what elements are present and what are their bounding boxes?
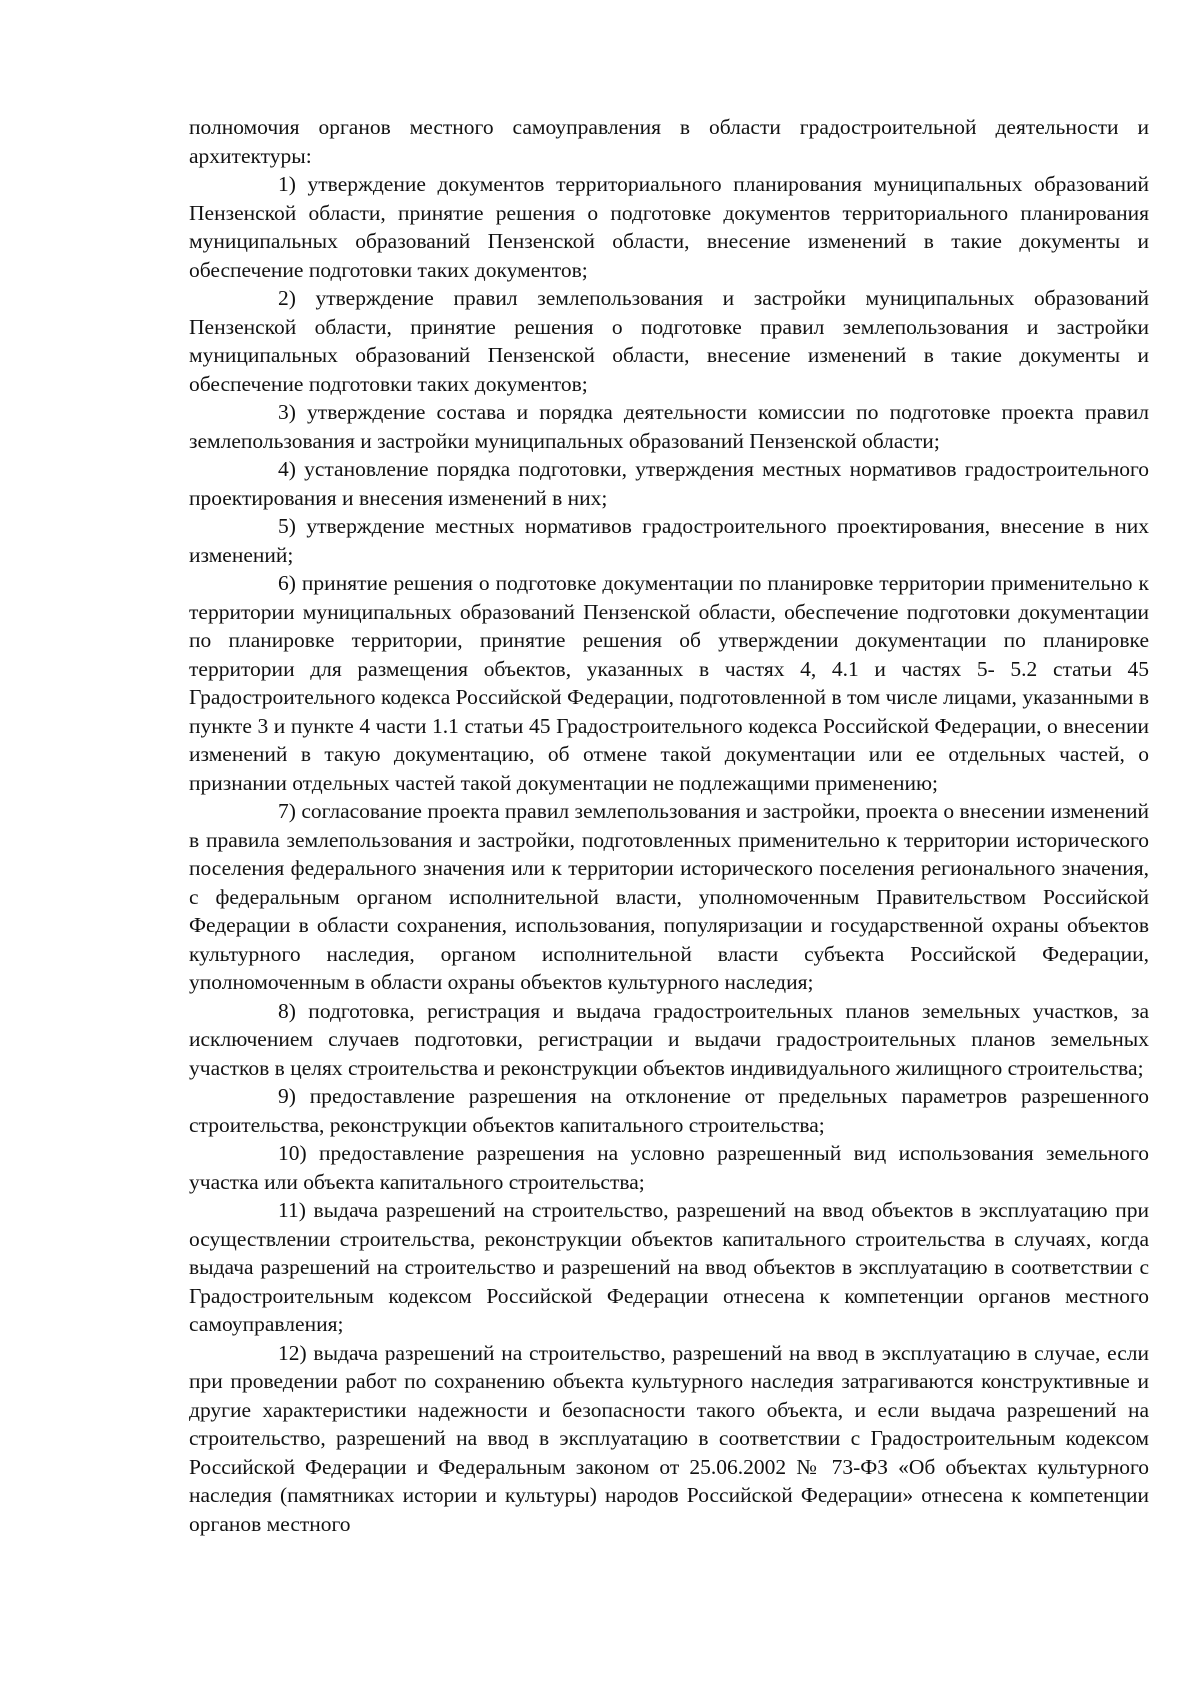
list-item-10: 10) предоставление разрешения на условно разрешенный вид использования земельного участка или объекта капитального строительства;: [189, 1141, 1149, 1194]
list-item-4: 4) установление порядка подготовки, утверждения местных нормативов градостроительного проектирования и внесения изменений в них;: [189, 457, 1149, 510]
list-item-7: 7) согласование проекта правил землепользования и застройки, проекта о внесении изменений в правила землепользования и застройки, подготовленных применительно к территории исторического поселения федерального значения или к территории исторического поселения регионального значения, с федеральным органом исполнительной власти, уполномоченным Правительством Российской Федерации в области сохранения, использования, популяризации и государственной охраны объектов культурного наследия, органом исполнительной власти субъекта Российской Федерации, уполномоченным в области охраны объектов культурного наследия;: [189, 799, 1149, 994]
list-item-1: 1) утверждение документов территориального планирования муниципальных образований Пензенской области, принятие решения о подготовке документов территориального планирования муниципальных образований Пензенской области, внесение изменений в такие документы и обеспечение подготовки таких документов;: [189, 172, 1149, 282]
list-item-12: 12) выдача разрешений на строительство, разрешений на ввод в эксплуатацию в случае, если при проведении работ по сохранению объекта культурного наследия затрагиваются конструктивные и другие характеристики надежности и безопасности такого объекта, и если выдача разрешений на строительство, разрешений на ввод в эксплуатацию в соответствии с Градостроительным кодексом Российской Федерации и Федеральным законом от 25.06.2002 № 73-ФЗ «Об объектах культурного наследия (памятниках истории и культуры) народов Российской Федерации» отнесена к компетенции органов местного: [189, 1340, 1149, 1536]
document-body: [189, 113, 1149, 1538]
list-item-3: 3) утверждение состава и порядка деятельности комиссии по подготовке проекта правил землепользования и застройки муниципальных образований Пензенской области;: [189, 400, 1149, 453]
list-item-6: 6) принятие решения о подготовке документации по планировке территории применительно к территории муниципальных образований Пензенской области, обеспечение подготовки документации по планировке территории, принятие решения об утверждении документации по планировке территории для размещения объектов, указанных в частях 4, 4.1 и частях 5- 5.2 статьи 45 Градостроительного кодекса Российской Федерации, подготовленной в том числе лицами, указанными в пункте 3 и пункте 4 части 1.1 статьи 45 Градостроительного кодекса Российской Федерации, о внесении изменений в такую документацию, об отмене такой документации или ее отдельных частей, о признании отдельных частей такой документации не подлежащими применению;: [189, 571, 1149, 795]
list-item-2: 2) утверждение правил землепользования и застройки муниципальных образований Пензенской области, принятие решения о подготовке правил землепользования и застройки муниципальных образований Пензенской области, внесение изменений в такие документы и обеспечение подготовки таких документов;: [189, 286, 1149, 396]
list-item-5: 5) утверждение местных нормативов градостроительного проектирования, внесение в них изменений;: [189, 514, 1149, 567]
list-item-11: 11) выдача разрешений на строительство, разрешений на ввод объектов в эксплуатацию при осуществлении строительства, реконструкции объектов капитального строительства в случаях, когда выдача разрешений на строительство и разрешений на ввод объектов в эксплуатацию в соответствии с Градостроительным кодексом Российской Федерации отнесена к компетенции органов местного самоуправления;: [189, 1198, 1149, 1336]
list-item-8: 8) подготовка, регистрация и выдача градостроительных планов земельных участков, за исключением случаев подготовки, регистрации и выдачи градостроительных планов земельных участков в целях строительства и реконструкции объектов индивидуального жилищного строительства;: [189, 998, 1149, 1080]
list-item-9: 9) предоставление разрешения на отклонение от предельных параметров разрешенного строительства, реконструкции объектов капитального строительства;: [189, 1084, 1149, 1137]
intro-paragraph: полномочия органов местного самоуправления в области градостроительной деятельности и архитектуры:: [189, 115, 1149, 168]
